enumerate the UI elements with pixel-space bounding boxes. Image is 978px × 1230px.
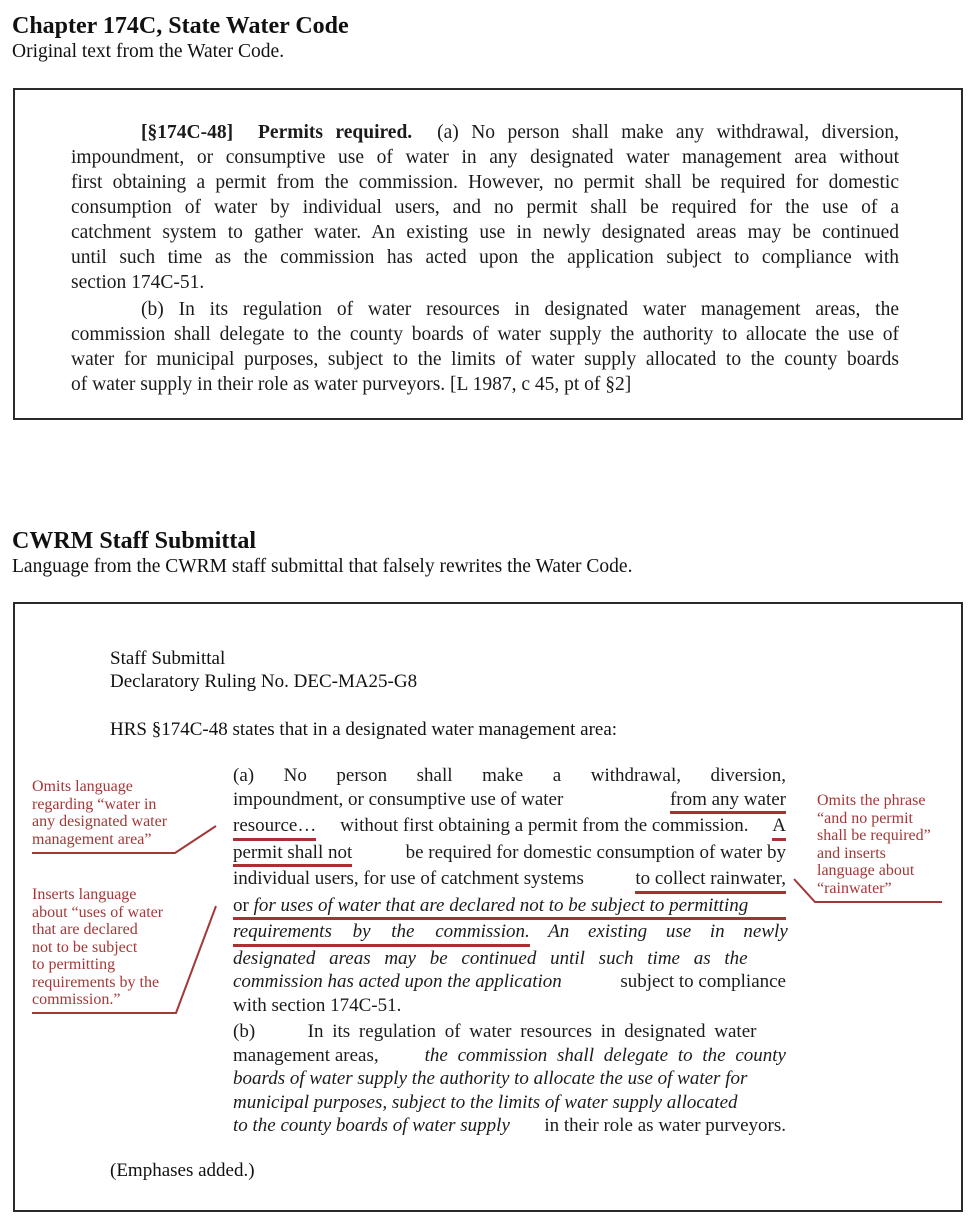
statute-section-number: [§174C-48] xyxy=(141,122,234,143)
submittal-paragraph-a: (a) No person shall make a withdrawal, diversion, impoundment, or consumptive use of water from any water resource… without first obtaining a permit from the commission. A permit shall not be required for domestic consumption of water by individual users, for use of catchment systems to collect rainwater, or for uses of water that are declared not to be subject to permitting requirements by the commission. An existing use in newly designated areas may be continued until such time as the commission has acted upon the application subject to compliance with section 174C-51. xyxy=(233,765,788,1016)
submittal-ruling-number: Declaratory Ruling No. DEC-MA25-G8 xyxy=(110,671,418,692)
emphases-note: (Emphases added.) xyxy=(110,1160,255,1181)
highlight-collect-rainwater: to collect rainwater, xyxy=(635,867,786,894)
highlight-from-any-water: from any water xyxy=(670,788,786,815)
statute-heading: Permits required. xyxy=(258,122,413,143)
highlight-requirements-by-commission: requirements by the commission. xyxy=(233,920,530,947)
leader-line-note1 xyxy=(32,826,216,853)
statute-paragraph-b: (b) In its regulation of water resources in designated water management areas, the commission shall delegate to the county boards of water supply the authority to allocate the use of water for municipal purposes, subject to the limits of water supply allocated to the county boards of water supply in their role as water purveyors. [L 1987, c 45, pt of §2] xyxy=(71,299,899,395)
highlight-declared-not-subject: or for uses of water that are declared not to be subject to permitting xyxy=(233,894,786,921)
highlight-a: A xyxy=(772,814,786,841)
leader-line-note2 xyxy=(32,906,216,1013)
section-title-water-code: Chapter 174C, State Water Code xyxy=(12,13,349,39)
submittal-paragraph-b: (b) In its regulation of water resources in designated water management areas, the commission shall delegate to the county boards of water supply the authority to allocate the use of water for municipal purposes, subject to the limits of water supply allocated to the county boards of water supply in their role as water purveyors. xyxy=(233,1021,786,1136)
annotation-omits-designated-area: Omits language regarding “water in any designated water management area” xyxy=(32,778,168,848)
highlight-permit-shall-not: permit shall not xyxy=(233,841,352,868)
submittal-doc-type: Staff Submittal xyxy=(110,648,226,669)
annotation-omits-no-permit-phrase: Omits the phrase “and no permit shall be required” and inserts language about “rainwater” xyxy=(817,792,931,897)
submittal-intro: HRS §174C-48 states that in a designated water management area: xyxy=(110,719,618,740)
section-title-staff-submittal: CWRM Staff Submittal xyxy=(12,528,256,554)
statute-paragraph-a: [§174C-48] Permits required. (a) No person shall make any withdrawal, diversion, impoundment, or consumptive use of water in any designated water management area without first obtaining a permit from the commission. However, no permit shall be required for domestic consumption of water by individual users, and no permit shall be required for the use of a catchment system to gather water. An existing use in newly designated areas may be continued until such time as the commission has acted upon the application subject to compliance with section 174C-51. xyxy=(71,122,900,293)
highlight-resource: resource… xyxy=(233,814,316,841)
annotation-inserts-declared-uses: Inserts language about “uses of water that are declared not to be subject to permitting requirements by the commission.” xyxy=(32,886,164,1008)
section-subtitle-water-code: Original text from the Water Code. xyxy=(12,41,285,62)
section-subtitle-staff-submittal: Language from the CWRM staff submittal that falsely rewrites the Water Code. xyxy=(12,556,633,577)
leader-line-note3 xyxy=(794,879,942,902)
